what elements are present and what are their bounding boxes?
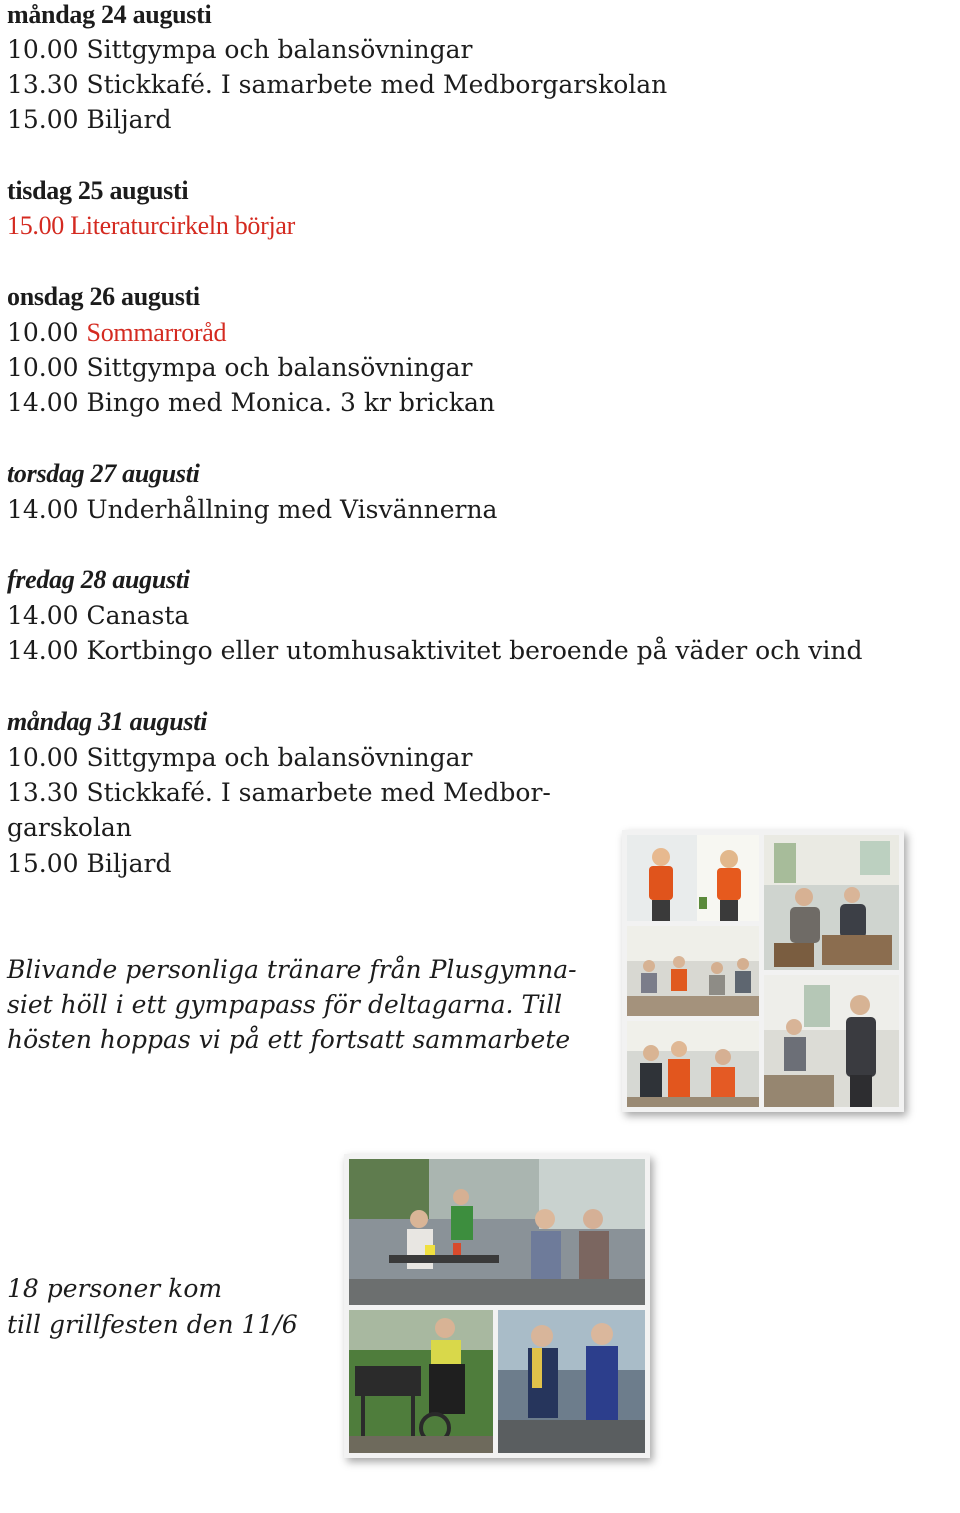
day-heading-thu-27: torsdag 27 augusti: [7, 459, 200, 488]
event-item: 14.00 Bingo med Monica. 3 kr brickan: [7, 388, 495, 417]
event-item: 13.30 Stickkafé. I samarbete med Medbor-: [7, 778, 551, 807]
event-item: 10.00 Sittgympa och balansövningar: [7, 35, 473, 64]
photo-trainers: [627, 835, 759, 921]
event-item: 13.30 Stickkafé. I samarbete med Medborgarskolan: [7, 70, 668, 99]
event-item: 15.00 Biljard: [7, 849, 172, 878]
day-heading-fri-28: fredag 28 augusti: [7, 565, 190, 594]
photo-seated-class: [627, 926, 759, 1016]
gym-caption: hösten hoppas vi på ett fortsatt sammarbete: [7, 1025, 571, 1054]
grill-photo-collage: [344, 1154, 650, 1458]
photo-group-exercise: [764, 835, 899, 970]
grill-caption: 18 personer kom: [7, 1274, 223, 1303]
event-item: 15.00 Biljard: [7, 105, 172, 134]
event-item: 10.00 Sittgympa och balansövningar: [7, 743, 473, 772]
photo-grill-chef: [349, 1310, 493, 1453]
gym-caption: Blivande personliga tränare från Plusgymna-: [7, 955, 577, 984]
gym-photo-collage: [622, 830, 904, 1112]
photo-instructor: [764, 975, 899, 1107]
event-title-highlight: Sommarroråd: [86, 318, 227, 347]
photo-participants: [627, 1021, 759, 1107]
day-heading-mon-24: måndag 24 augusti: [7, 0, 212, 29]
event-item-sommarrorad: [7, 318, 226, 348]
event-item: 14.00 Canasta: [7, 601, 190, 630]
grill-caption: till grillfesten den 11/6: [7, 1310, 298, 1339]
event-item: 14.00 Kortbingo eller utomhusaktivitet beroende på väder och vind: [7, 636, 863, 665]
photo-grill-party: [349, 1159, 645, 1305]
photo-two-guests: [498, 1310, 645, 1453]
event-time: 10.00: [7, 318, 87, 347]
day-heading-wed-26: onsdag 26 augusti: [7, 282, 200, 311]
event-item: 10.00 Sittgympa och balansövningar: [7, 353, 473, 382]
event-item-continued: garskolan: [7, 813, 132, 842]
event-item: 14.00 Underhållning med Visvännerna: [7, 495, 498, 524]
day-heading-mon-31: måndag 31 augusti: [7, 707, 208, 736]
gym-caption: siet höll i ett gympapass för deltagarna. Till: [7, 990, 563, 1019]
day-heading-tue-25: tisdag 25 augusti: [7, 176, 189, 205]
event-item-highlight: 15.00 Literaturcirkeln börjar: [7, 211, 296, 240]
